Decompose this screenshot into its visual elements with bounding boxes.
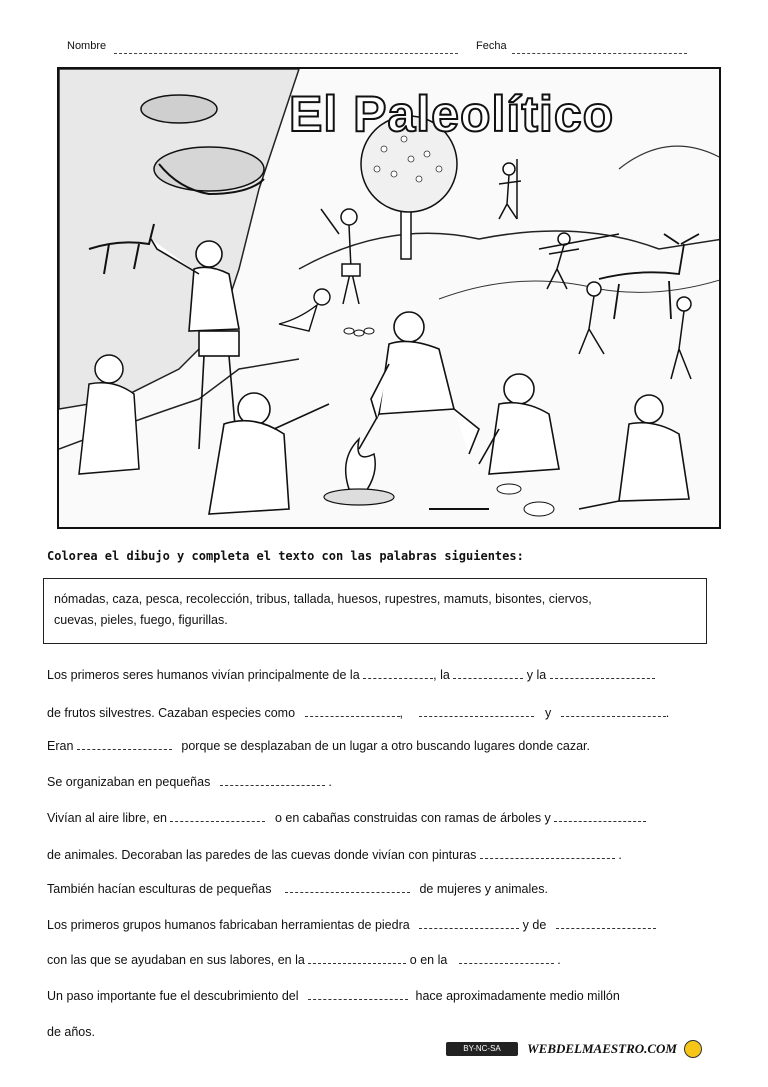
text-segment: Vivían al aire libre, en: [47, 811, 167, 825]
text-line-4: [47, 775, 332, 789]
blank-field[interactable]: [220, 775, 325, 786]
text-segment: y de: [522, 918, 547, 932]
text-segment: Eran: [47, 739, 74, 753]
text-line-3: [47, 739, 590, 753]
blank-field[interactable]: [480, 848, 615, 859]
text-line-7: [47, 882, 548, 896]
blank-field[interactable]: [170, 811, 265, 822]
blank-field[interactable]: [308, 989, 408, 1000]
paleolithic-illustration: [57, 67, 721, 529]
word-bank-line-2: cuevas, pieles, fuego, figurillas.: [54, 613, 228, 627]
text-segment: , la: [433, 668, 450, 682]
blank-field[interactable]: [561, 706, 666, 717]
text-segment: Los primeros seres humanos vivían principalmente de la: [47, 668, 360, 682]
illustration-title: El Paleolítico: [289, 86, 615, 142]
blank-field[interactable]: [459, 953, 554, 964]
word-bank: [43, 578, 707, 644]
date-label: Fecha: [476, 40, 507, 52]
text-line-8: [47, 918, 656, 932]
text-segment: y: [544, 706, 552, 720]
text-line-10: [47, 989, 620, 1003]
text-segment: .: [665, 706, 670, 720]
smiley-icon: [684, 1040, 702, 1058]
instruction-text: Colorea el dibujo y completa el texto con las palabras siguientes:: [47, 549, 524, 563]
date-field[interactable]: [512, 53, 687, 54]
blank-field[interactable]: [363, 668, 433, 679]
footer: [446, 1038, 702, 1058]
text-line-6: [47, 848, 622, 862]
text-line-5: [47, 811, 646, 825]
text-segment: y la: [526, 668, 547, 682]
text-line-2: [47, 706, 669, 720]
text-segment: .: [557, 953, 561, 967]
text-segment: o en cabañas construidas con ramas de árboles y: [274, 811, 551, 825]
text-segment: de frutos silvestres. Cazaban especies como: [47, 706, 296, 720]
text-line-11: [47, 1025, 95, 1039]
text-segment: Un paso importante fue el descubrimiento del: [47, 989, 299, 1003]
blank-field[interactable]: [285, 882, 410, 893]
blank-field[interactable]: [77, 739, 172, 750]
text-segment: de mujeres y animales.: [419, 882, 548, 896]
text-segment: o en la: [409, 953, 448, 967]
cc-license-badge[interactable]: BY-NC-SA: [446, 1042, 518, 1056]
blank-field[interactable]: [419, 706, 534, 717]
text-segment: hace aproximadamente medio millón: [415, 989, 620, 1003]
blank-field[interactable]: [305, 706, 400, 717]
text-segment: Los primeros grupos humanos fabricaban herramientas de piedra: [47, 918, 410, 932]
blank-field[interactable]: [554, 811, 646, 822]
site-name[interactable]: WEBDELMAESTRO.COM: [527, 1040, 677, 1056]
blank-field[interactable]: [419, 918, 519, 929]
name-label: Nombre: [67, 40, 107, 52]
blank-field[interactable]: [308, 953, 406, 964]
text-segment: de animales. Decoraban las paredes de las cuevas donde vivían con pinturas: [47, 848, 477, 862]
word-bank-line-1: nómadas, caza, pesca, recolección, tribus, tallada, huesos, rupestres, mamuts, bisontes, ciervos,: [54, 592, 592, 606]
name-field[interactable]: [114, 53, 458, 54]
blank-field[interactable]: [453, 668, 523, 679]
text-line-1: [47, 668, 655, 682]
text-line-9: [47, 953, 561, 967]
blank-field[interactable]: [556, 918, 656, 929]
blank-field[interactable]: [550, 668, 655, 679]
text-segment: de años.: [47, 1025, 95, 1039]
text-segment: .: [618, 848, 622, 862]
text-segment: Se organizaban en pequeñas: [47, 775, 211, 789]
text-segment: porque se desplazaban de un lugar a otro buscando lugares donde cazar.: [181, 739, 591, 753]
text-segment: También hacían esculturas de pequeñas: [47, 882, 272, 896]
text-segment: .: [328, 775, 332, 789]
text-segment: con las que se ayudaban en sus labores, en la: [47, 953, 305, 967]
text-segment: ,: [399, 706, 404, 720]
